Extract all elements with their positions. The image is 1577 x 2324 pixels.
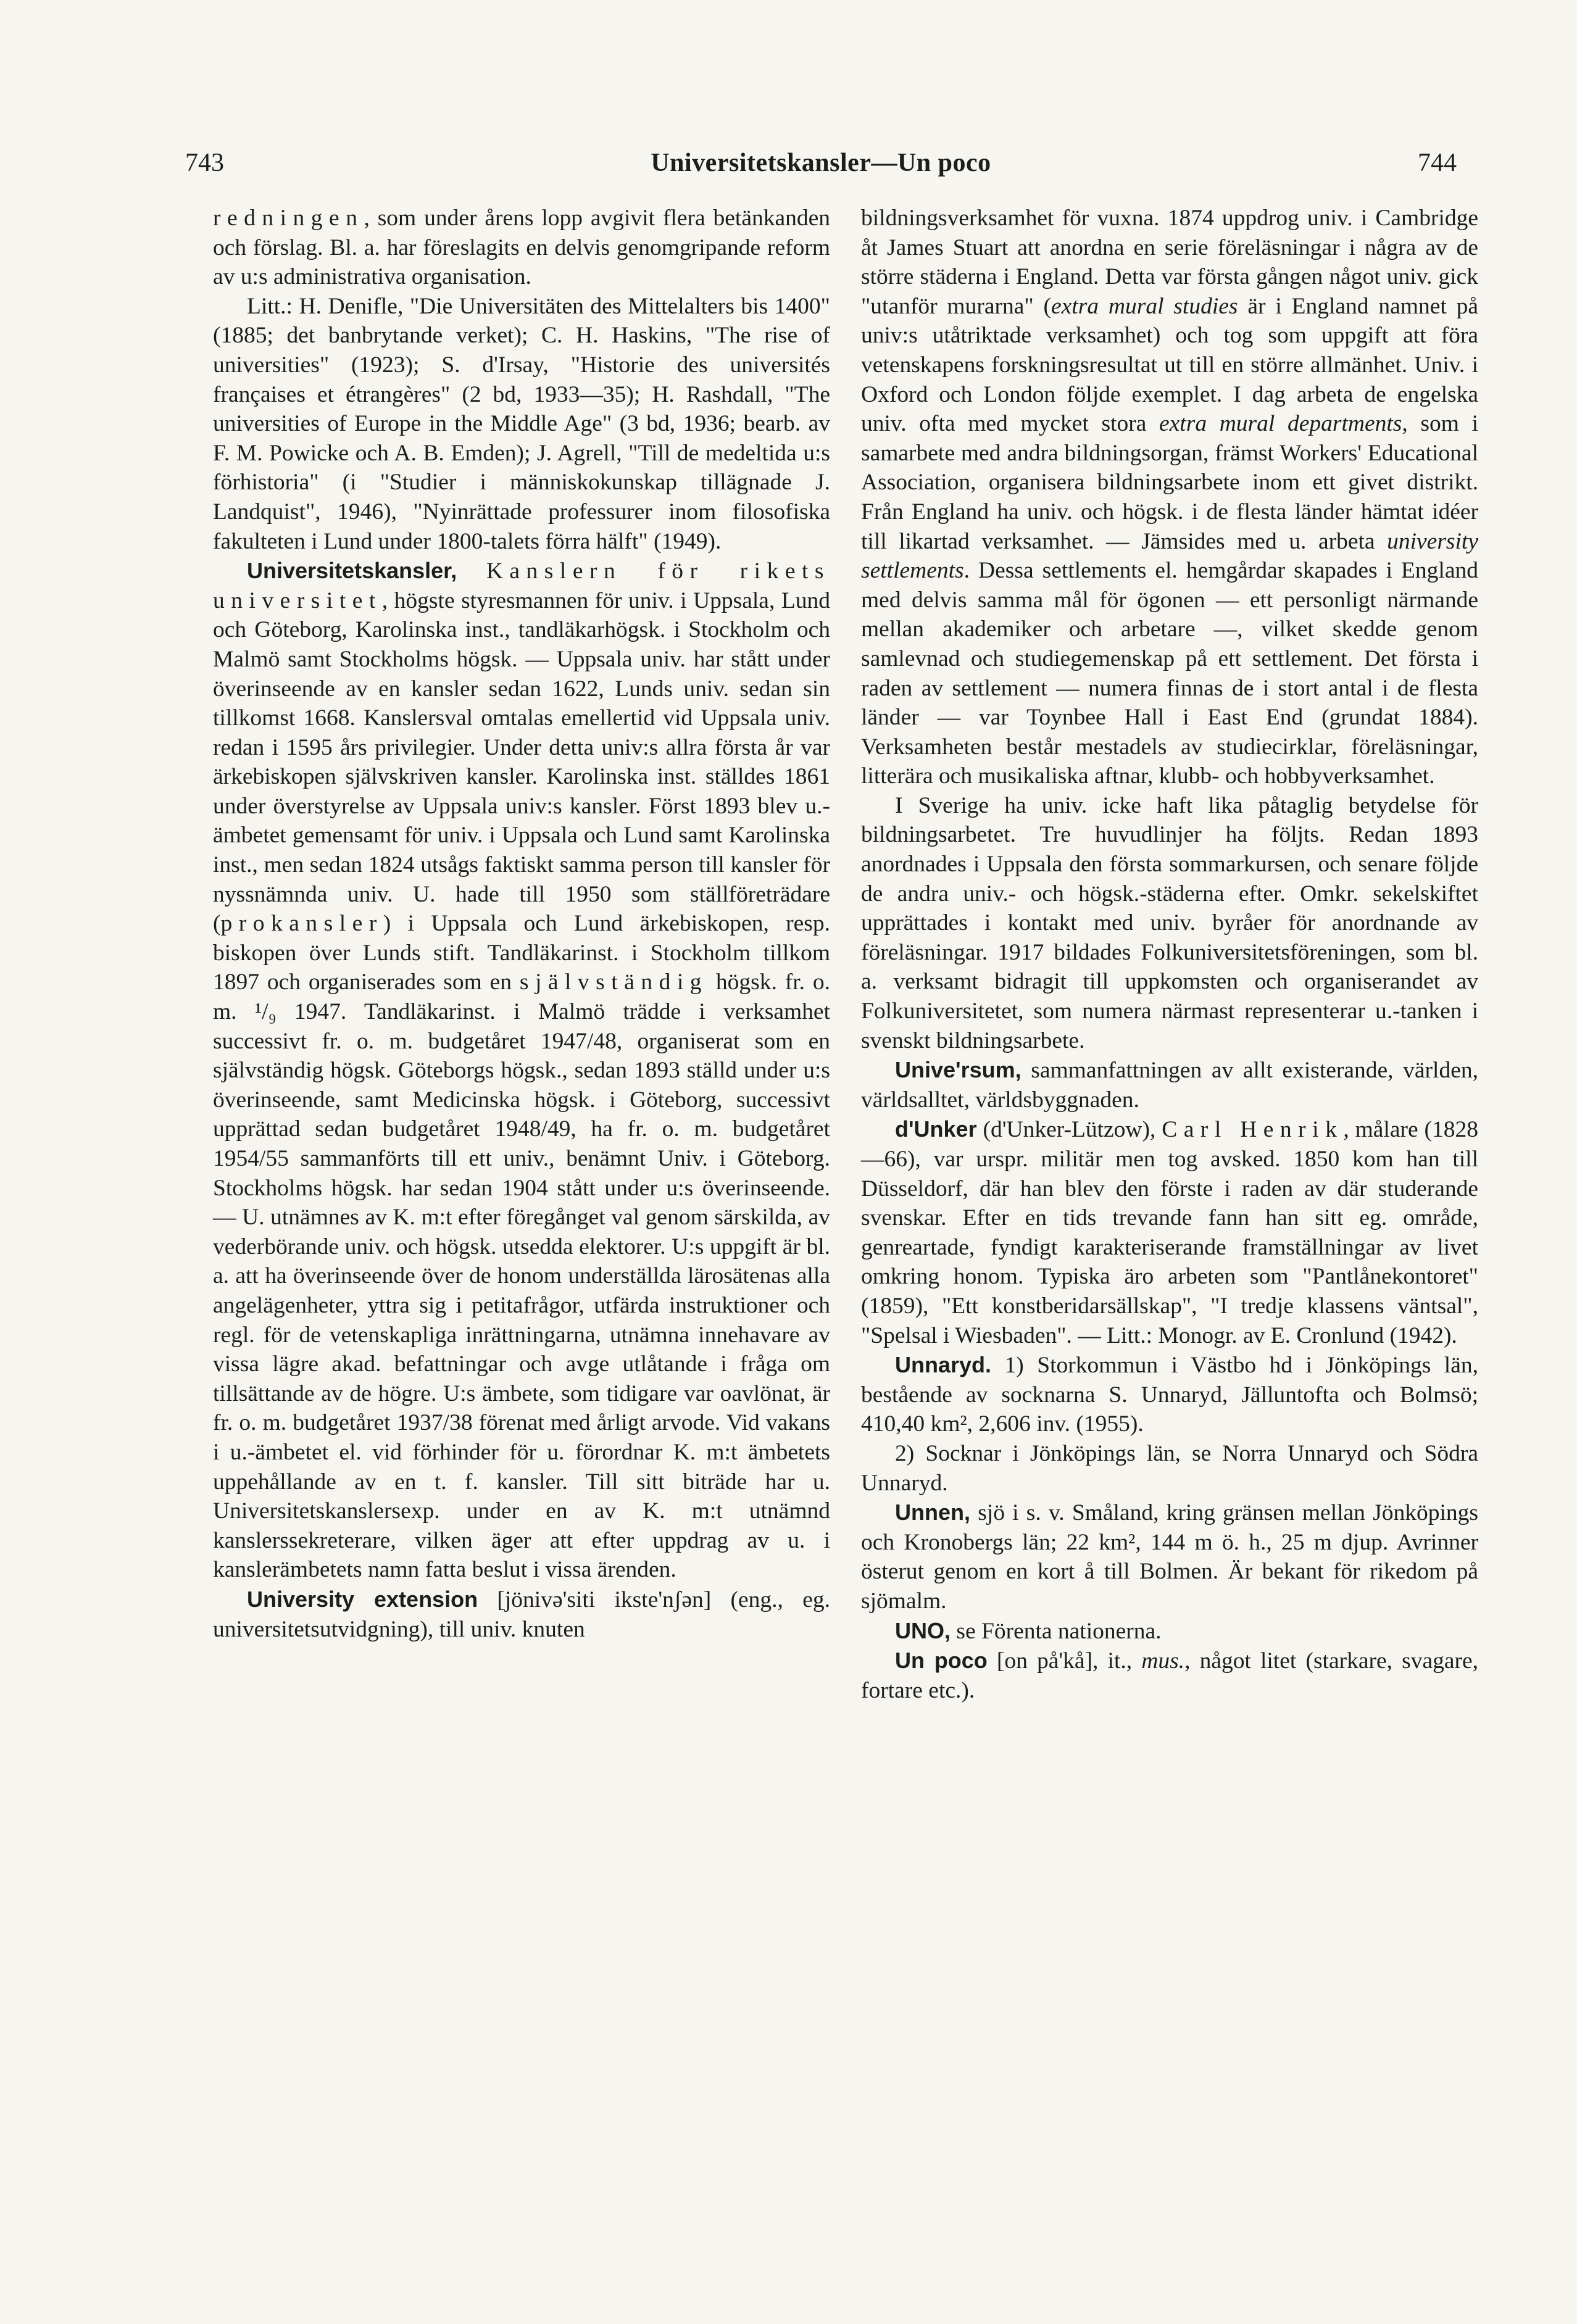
right-column <box>861 204 1478 1705</box>
headword: Unnen, <box>895 1500 970 1525</box>
left-column <box>213 204 830 1644</box>
headword: Universitetskansler, <box>247 558 457 584</box>
entry-unnen: Unnen, sjö i s. v. Småland, kring gränsen mellan Jönköpings och Kronobergs län; 22 km², 144 m ö. h., 25 m djup. Avrinner österut genom en kort å till Bolmen. Är bekant för rikedom på sjömalm. <box>861 1500 1478 1614</box>
headword: Unive'rsum, <box>895 1057 1022 1083</box>
headword: d'Unker <box>895 1116 977 1142</box>
paragraph: redningen, som under årens lopp avgivit flera betänkanden och förslag. Bl. a. har föreslagits en delvis genomgripande reform av u:s administrativa organisation. <box>213 205 830 290</box>
headword: University extension <box>247 1586 478 1612</box>
paragraph-continuation: bildningsverksamhet för vuxna. 1874 uppdrog univ. i Cambridge åt James Stuart att anordna en serie föreläsningar i några av de större städerna i England. Detta var första gången något univ. gick "utanför murarna" (extra mural studies är i England namnet på univ:s utåtriktade verksamhet) och tog som uppgift att föra vetenskapens forskningsresultat ut till en större allmänhet. Univ. i Oxford och London följde exemplet. I dag arbeta de engelska univ. ofta med mycket stora extra mural departments, som i samarbete med andra bildningsorgan, främst Workers' Educational Association, organisera bildningsarbete inom ett givet distrikt. Från England ha univ. och högsk. i de flesta länder hämtat idéer till likartad verksamhet. — Jämsides med u. arbeta university settlements. Dessa settlements el. hemgårdar skapades i England med delvis samma mål för ögonen — ett personligt närmande mellan akademiker och arbetare —, vilket skedde genom samlevnad och studiegemenskap på ett settlement. Det första i raden av settlement — numera finnas de i stort antal i de flesta länder — var Toynbee Hall i East End (grundat 1884). Verksamheten består mestadels av studiecirklar, föreläsningar, litterära och musikaliska aftnar, klubb- och hobbyverksamhet. <box>861 205 1478 789</box>
paragraph-literature: Litt.: H. Denifle, "Die Universitäten des Mittelalters bis 1400" (1885; det banbrytande verket); C. H. Haskins, "The rise of universities" (1923); S. d'Irsay, "Historie des universités françaises et étrangères" (2 bd, 1933—35); H. Rashdall, "The universities of Europe in the Middle Age" (3 bd, 1936; bearb. av F. M. Powicke och A. B. Emden); J. Agrell, "Till de medeltida u:s förhistoria" (i "Studier i människokunskap tillägnade J. Landquist", 1946), "Nyinrättade professurer inom filosofiska fakulteten i Lund under 1800-talets förra hälft" (1949). <box>213 293 830 554</box>
page-header <box>185 148 1457 185</box>
headword: UNO, <box>895 1617 951 1643</box>
page-number-right: 744 <box>1417 149 1457 177</box>
headword: Unnaryd. <box>895 1352 992 1378</box>
entry-universitetskansler: Universitetskansler, Kanslern för rikets universitet, högste styresmannen för univ. i Uppsala, Lund och Göteborg, Karolinska inst., tandläkarhögsk. i Stockholm och Malmö samt Stockholms högsk. — Uppsala univ. har stått under överinseende av en kansler sedan 1622, Lunds univ. sedan sin tillkomst 1668. Kanslersval omtalas emellertid vid Uppsala univ. redan i 1595 års privilegier. Under detta univ:s allra första år var ärkebiskopen självskriven kansler. Karolinska inst. ställdes 1861 under överstyrelse av Uppsala univ:s kansler. Först 1893 blev u.-ämbetet gemensamt för univ. i Uppsala och Lund samt Karolinska inst., men sedan 1824 utsågs faktiskt samma person till kansler för nyssnämnda univ. U. hade till 1950 som ställföreträdare (prokansler) i Uppsala och Lund ärkebiskopen, resp. biskopen över Lunds stift. Tandläkarinst. i Stockholm tillkom 1897 och organiserades som en självständig högsk. fr. o. m. ¹/₉ 1947. Tandläkarinst. i Malmö trädde i verksamhet successivt fr. o. m. budgetåret 1947/48, organiserat som en självständig högsk. Göteborgs högsk., sedan 1893 ställd under u:s överinseende, samt Medicinska högsk. i Göteborg, successivt upprättad sedan budgetåret 1948/49, ha fr. o. m. budgetåret 1954/55 sammanförts till ett univ., benämnt Univ. i Göteborg. Stockholms högsk. har sedan 1904 stått under u:s överinseende. — U. utnämnes av K. m:t efter föregånget val genom särskilda, av vederbörande univ. och högsk. utsedda elektorer. U:s uppgift är bl. a. att ha överinseende över de honom underställda lärosätenas alla angelägenheter, yttra sig i petitafrågor, utfärda instruktioner och regl. för de vetenskapliga inrättningarna, utnämna innehavare av vissa lägre akad. befattningar och avge utlåtande i fråga om tillsättande av de högre. U:s ämbete, som tidigare var oavlönat, är fr. o. m. budgetåret 1937/38 förenat med årligt arvode. Vid vakans i u.-ämbetet el. vid förhinder för u. förordnar K. m:t ämbetets uppehållande av en t. f. kansler. Till sitt biträde har u. Universitetskanslersexp. under en av K. m:t utnämnd kanslerssekreterare, vilken äger att efter uppdrag av u. i kanslerämbetets namn fatta beslut i vissa ärenden. <box>213 558 830 1583</box>
entry-uno: UNO, se Förenta nationerna. <box>895 1617 1162 1644</box>
entry-un-poco: Un poco [on på'kå], it., mus., något litet (starkare, svagare, fortare etc.). <box>861 1648 1479 1703</box>
entry-unnaryd-2: 2) Socknar i Jönköpings län, se Norra Unnaryd och Södra Unnaryd. <box>861 1440 1478 1496</box>
entry-university-extension: University extension [jönivə'siti ikste'nʃən] (eng., eg. universitetsutvidgning), till univ. knuten <box>213 1586 830 1642</box>
headword: Un poco <box>895 1648 988 1674</box>
entry-dunker: d'Unker (d'Unker-Lützow), Carl Henrik, målare (1828—66), var urspr. militär men tog avsked. 1850 kom han till Düsseldorf, där han blev den förste i raden av där studerande svenskar. Efter en tids trevande fann han sitt eg. område, genreartade, fyndigt karakteriserande framställningar av livet omkring honom. Typiska äro arbeten som "Pantlånekontoret" (1859), "Ett konstberidarsällskap", "I tredje klassens väntsal", "Spelsal i Wiesbaden". — Litt.: Monogr. av E. Cronlund (1942). <box>861 1116 1479 1348</box>
paragraph-sverige: I Sverige ha univ. icke haft lika påtaglig betydelse för bildningsarbetet. Tre huvudlinjer ha följts. Redan 1893 anordnades i Uppsala den första sommarkursen, och senare följde de andra univ.- och högsk.-städerna efter. Omkr. sekelskiftet upprättades i kontakt med univ. byråer för anordnande av föreläsningar. 1917 bildades Folkuniversitetsföreningen, som bl. a. verksamt bidragit till uppkomsten och organiserandet av Folkuniversitetet, som numera närmast representerar u.-tanken i svenskt bildningsarbete. <box>861 792 1478 1053</box>
page-number-left: 743 <box>185 149 224 177</box>
entry-universum: Unive'rsum, sammanfattningen av allt existerande, världen, världsalltet, världsbyggnaden. <box>861 1057 1478 1113</box>
running-title: Universitetskansler—Un poco <box>651 149 991 177</box>
entry-unnaryd: Unnaryd. 1) Storkommun i Västbo hd i Jönköpings län, bestående av socknarna S. Unnaryd, Jälluntofta och Bolmsö; 410,40 km², 2,606 inv. (1955). <box>861 1352 1478 1437</box>
